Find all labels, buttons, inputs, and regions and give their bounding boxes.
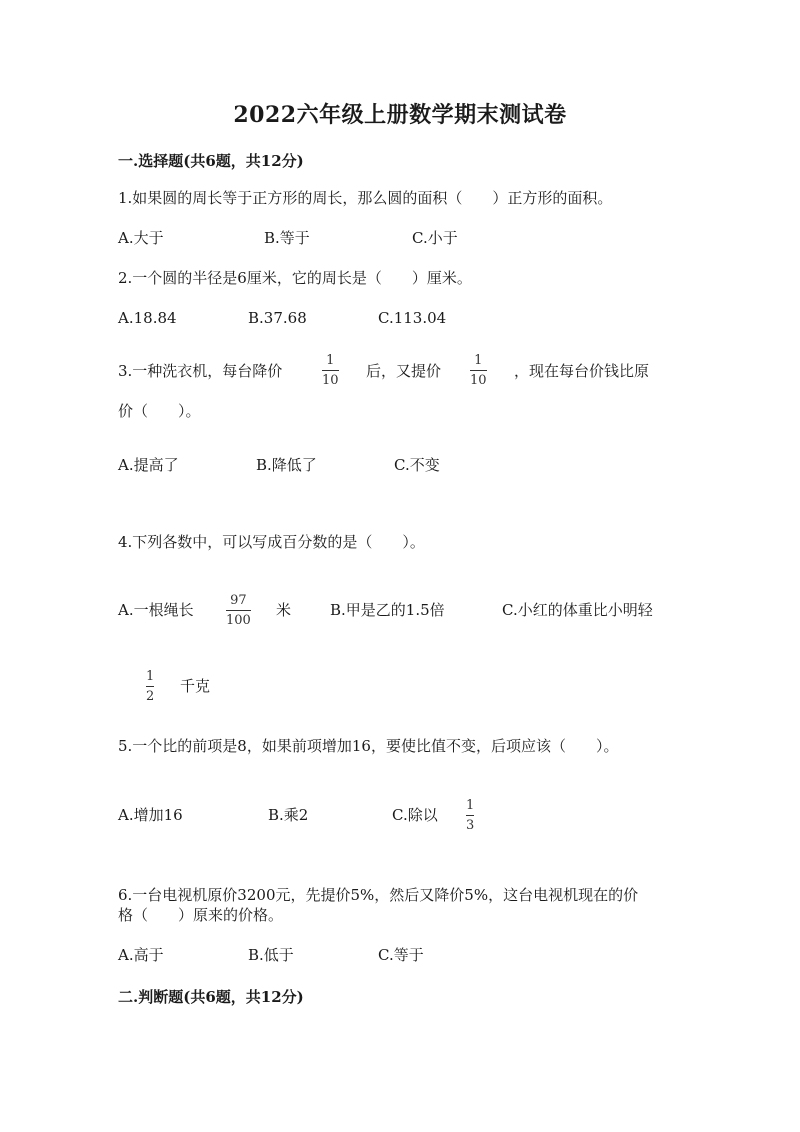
question-2-option-a: A.18.84	[118, 309, 177, 327]
question-6-stem-line2: 格（ ）原来的价格。	[118, 906, 284, 924]
question-1-option-a: A.大于	[118, 229, 164, 247]
question-4-option-c: C.小红的体重比小明轻	[502, 601, 653, 619]
question-5-option-a: A.增加16	[118, 806, 183, 824]
question-3-fraction-1	[322, 354, 339, 388]
fraction-denominator: 100	[226, 613, 251, 628]
question-2-option-b: B.37.68	[248, 309, 307, 327]
fraction-bar	[146, 686, 154, 687]
section-heading-choice: 一.选择题(共6题，共12分)	[118, 152, 304, 170]
question-1-stem: 1.如果圆的周长等于正方形的周长，那么圆的面积（ ）正方形的面积。	[118, 189, 613, 207]
fraction-numerator: 1	[466, 798, 475, 813]
question-6-option-c: C.等于	[378, 946, 424, 964]
question-5-stem: 5.一个比的前项是8，如果前项增加16，要使比值不变，后项应该（ ）。	[118, 737, 619, 755]
question-3-option-b: B.降低了	[256, 456, 317, 474]
question-5-option-c-prefix: C.除以	[392, 806, 438, 824]
fraction-bar	[226, 610, 251, 611]
question-3-fraction-2	[470, 354, 487, 388]
question-3-stem-part2: 后，又提价	[366, 362, 442, 380]
question-4-option-a-fraction	[226, 594, 251, 628]
section-heading-judgement: 二.判断题(共6题，共12分)	[118, 988, 304, 1006]
question-1-option-b: B.等于	[264, 229, 310, 247]
fraction-denominator: 10	[470, 373, 487, 388]
question-4-option-c-fraction	[146, 670, 154, 704]
question-6-option-a: A.高于	[118, 946, 164, 964]
fraction-bar	[470, 370, 487, 371]
question-3-stem-line2: 价（ ）。	[118, 402, 201, 420]
question-2-option-c: C.113.04	[378, 309, 447, 327]
question-2-stem: 2.一个圆的半径是6厘米，它的周长是（ ）厘米。	[118, 269, 472, 287]
fraction-bar	[322, 370, 339, 371]
question-4-option-a-suffix: 米	[276, 601, 292, 619]
question-6-stem-line1: 6.一台电视机原价3200元，先提价5%，然后又降价5%，这台电视机现在的价	[118, 886, 639, 904]
question-5-option-b: B.乘2	[268, 806, 309, 824]
fraction-numerator: 1	[146, 669, 155, 684]
fraction-denominator: 2	[146, 689, 155, 704]
question-4-option-a-prefix: A.一根绳长	[118, 601, 194, 619]
question-1-option-c: C.小于	[412, 229, 458, 247]
fraction-numerator: 1	[326, 353, 335, 368]
question-3-stem-part3: ，现在每台价钱比原	[514, 362, 650, 380]
fraction-denominator: 3	[466, 818, 475, 833]
question-3-option-c: C.不变	[394, 456, 440, 474]
fraction-numerator: 97	[230, 593, 247, 608]
page-title: 2022六年级上册数学期末测试卷	[233, 102, 567, 128]
fraction-bar	[466, 815, 474, 816]
question-3-option-a: A.提高了	[118, 456, 179, 474]
question-4-stem: 4.下列各数中，可以写成百分数的是（ ）。	[118, 533, 425, 551]
fraction-denominator: 10	[322, 373, 339, 388]
question-6-option-b: B.低于	[248, 946, 294, 964]
question-3-stem-part1: 3.一种洗衣机，每台降价	[118, 362, 283, 380]
question-4-option-c-suffix: 千克	[180, 677, 211, 695]
fraction-numerator: 1	[474, 353, 483, 368]
question-5-option-c-fraction	[466, 799, 474, 833]
question-4-option-b: B.甲是乙的1.5倍	[330, 601, 445, 619]
